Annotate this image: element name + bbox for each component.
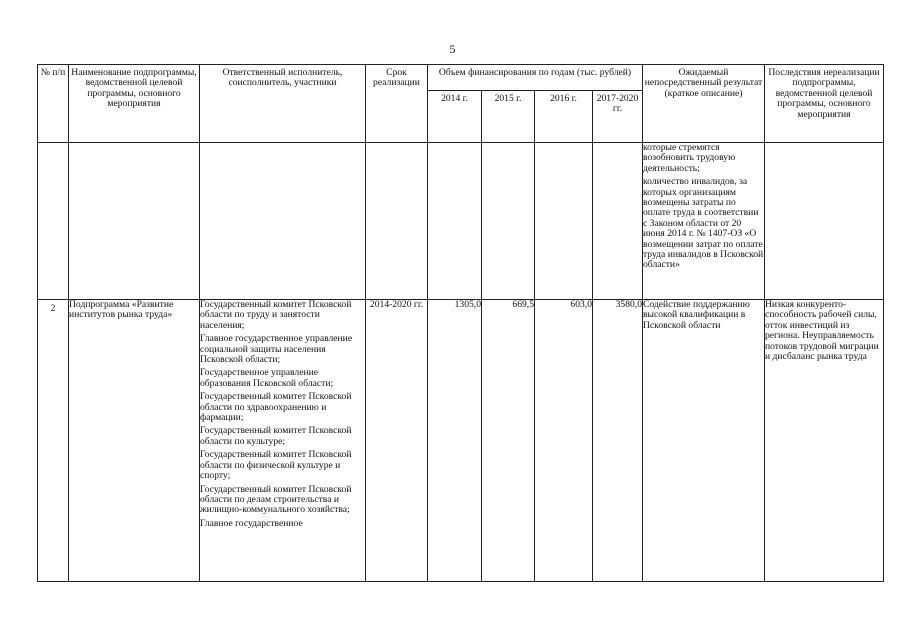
program-table (37, 64, 884, 582)
executor-item: Государственный комитет Псковской области по делам строительства и жилищно-коммунального хозяйства; (200, 483, 352, 516)
table-row-continuation (38, 143, 884, 300)
funding-2016: 603,0 (535, 300, 593, 582)
executor-item: Главное государственное (200, 517, 303, 529)
executor-item: Государственный комитет Псковской области по культуре; (200, 425, 352, 447)
executor-item: Главное государственное управление социальной защиты населения Псковской области; (200, 333, 353, 366)
executor-item: Государственный комитет Псковской области по труду и занятости населения; (200, 299, 352, 331)
executor-item: Государственный комитет Псковской области по здравоохранению и фармации; (200, 391, 352, 424)
header-year-2016: 2016 г. (535, 91, 593, 143)
continuation-result-part-2: количество инвалидов, за которых организациям возмещены затраты по оплате труда в соответствии с Законом области от 20 июня 2014 г. № 1407-ОЗ «О возмещении затрат по оплате труда инвалидов в Псковской области» (643, 176, 764, 271)
executor-item: Государственное управление образования Псковской области; (200, 367, 334, 389)
expected-result: Содействие поддержанию высокой квалификации в Псковской области (643, 300, 765, 582)
header-consequence: Последствия нереализации подпрограммы, ведомственной целевой программы, основного мероприятия (765, 65, 884, 143)
header-year-2014: 2014 г. (428, 91, 482, 143)
continuation-result-part-1: которые стремятся возобновить трудовую деятельность; (643, 142, 736, 174)
header-term: Срок реализации (366, 65, 428, 143)
header-funding: Объем финансирования по годам (тыс. рублей) (428, 65, 643, 91)
table-row-2 (38, 300, 884, 582)
consequences: Низкая конкуренто-способность рабочей силы, отток инвестиций из региона. Неуправляемость потоков трудовой миграции и дисбаланс рынка труда (765, 300, 884, 582)
term-cell: 2014-2020 гг. (366, 300, 428, 582)
page-number: 5 (449, 42, 456, 56)
funding-2014: 1305,0 (428, 300, 482, 582)
header-result: Ожидаемый непосредственный результат (краткое описание) (643, 65, 765, 143)
header-number: № п/п (38, 65, 69, 143)
header-row (38, 65, 884, 91)
row-number: 2 (38, 300, 69, 582)
executors-cell (200, 300, 366, 582)
funding-2015: 669,5 (482, 300, 535, 582)
header-name: Наименование подпрограммы, ведомственной целевой программы, основного мероприятия (69, 65, 200, 143)
header-executor: Ответственный исполнитель, соисполнитель, участники (200, 65, 366, 143)
executor-item: Государственный комитет Псковской области по физической культуре и спорту; (200, 449, 352, 482)
funding-2017-2020: 3580,0 (593, 300, 643, 582)
header-year-2015: 2015 г. (482, 91, 535, 143)
header-year-2017-2020: 2017-2020 гг. (593, 91, 643, 143)
continuation-result (643, 143, 765, 300)
subprogram-name: Подпрограмма «Развитие институтов рынка труда» (69, 300, 200, 582)
